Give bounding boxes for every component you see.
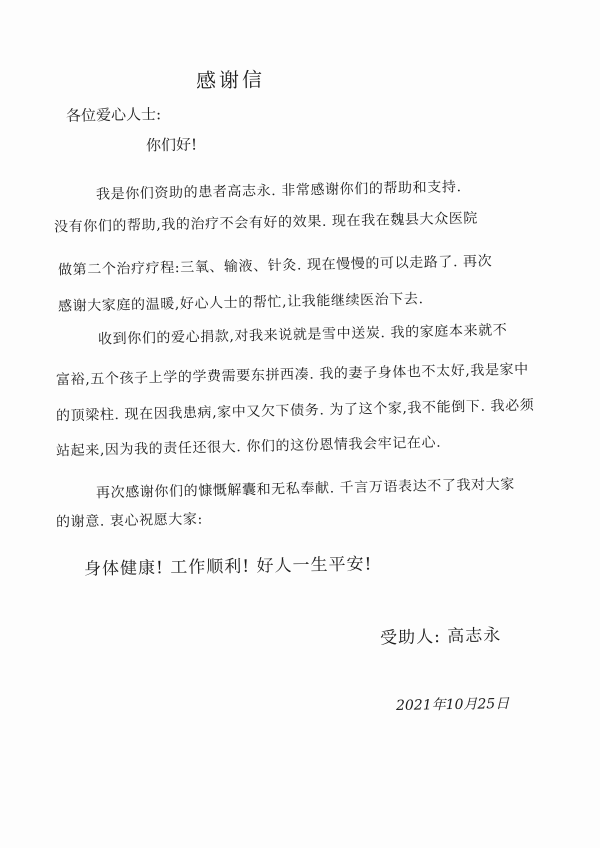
body-line-7: 的顶梁柱. 现在因我患病,家中又欠下债务. 为了这个家,我不能倒下. 我必须 <box>55 397 535 425</box>
body-line-10: 的谢意. 衷心祝愿大家: <box>55 511 204 531</box>
letter-title: 感谢信 <box>195 67 266 93</box>
salutation: 各位爱心人士: <box>65 105 162 125</box>
body-line-9: 再次感谢你们的慷慨解囊和无私奉献. 千言万语表达不了我对大家 <box>95 476 516 502</box>
body-line-2: 没有你们的帮助,我的治疗不会有好的效果. 现在我在魏县大众医院 <box>53 210 479 236</box>
signature: 受助人: 高志永 <box>379 625 502 649</box>
body-line-8: 站起来,因为我的责任还很大. 你们的这份恩情我会牢记在心. <box>55 434 442 460</box>
greeting: 你们好! <box>145 135 198 155</box>
body-line-1: 我是你们资助的患者高志永. 非常感谢你们的帮助和支持. <box>95 179 462 203</box>
body-line-4: 感谢大家庭的温暖,好心人士的帮忙,让我能继续医治下去. <box>57 291 424 315</box>
letter-date: 2021年10月25日 <box>395 696 510 714</box>
wishes: 身体健康! 工作顺利! 好人一生平安! <box>83 554 373 580</box>
body-line-5: 收到你们的爱心捐款,对我来说就是雪中送炭. 我的家庭本来就不 <box>97 322 508 348</box>
body-line-6: 富裕,五个孩子上学的学费需要东拼西凑. 我的妻子身体也不太好,我是家中 <box>55 361 529 389</box>
body-line-3: 做第二个治疗疗程:三氧、输液、针灸. 现在慢慢的可以走路了. 再次 <box>57 253 493 279</box>
